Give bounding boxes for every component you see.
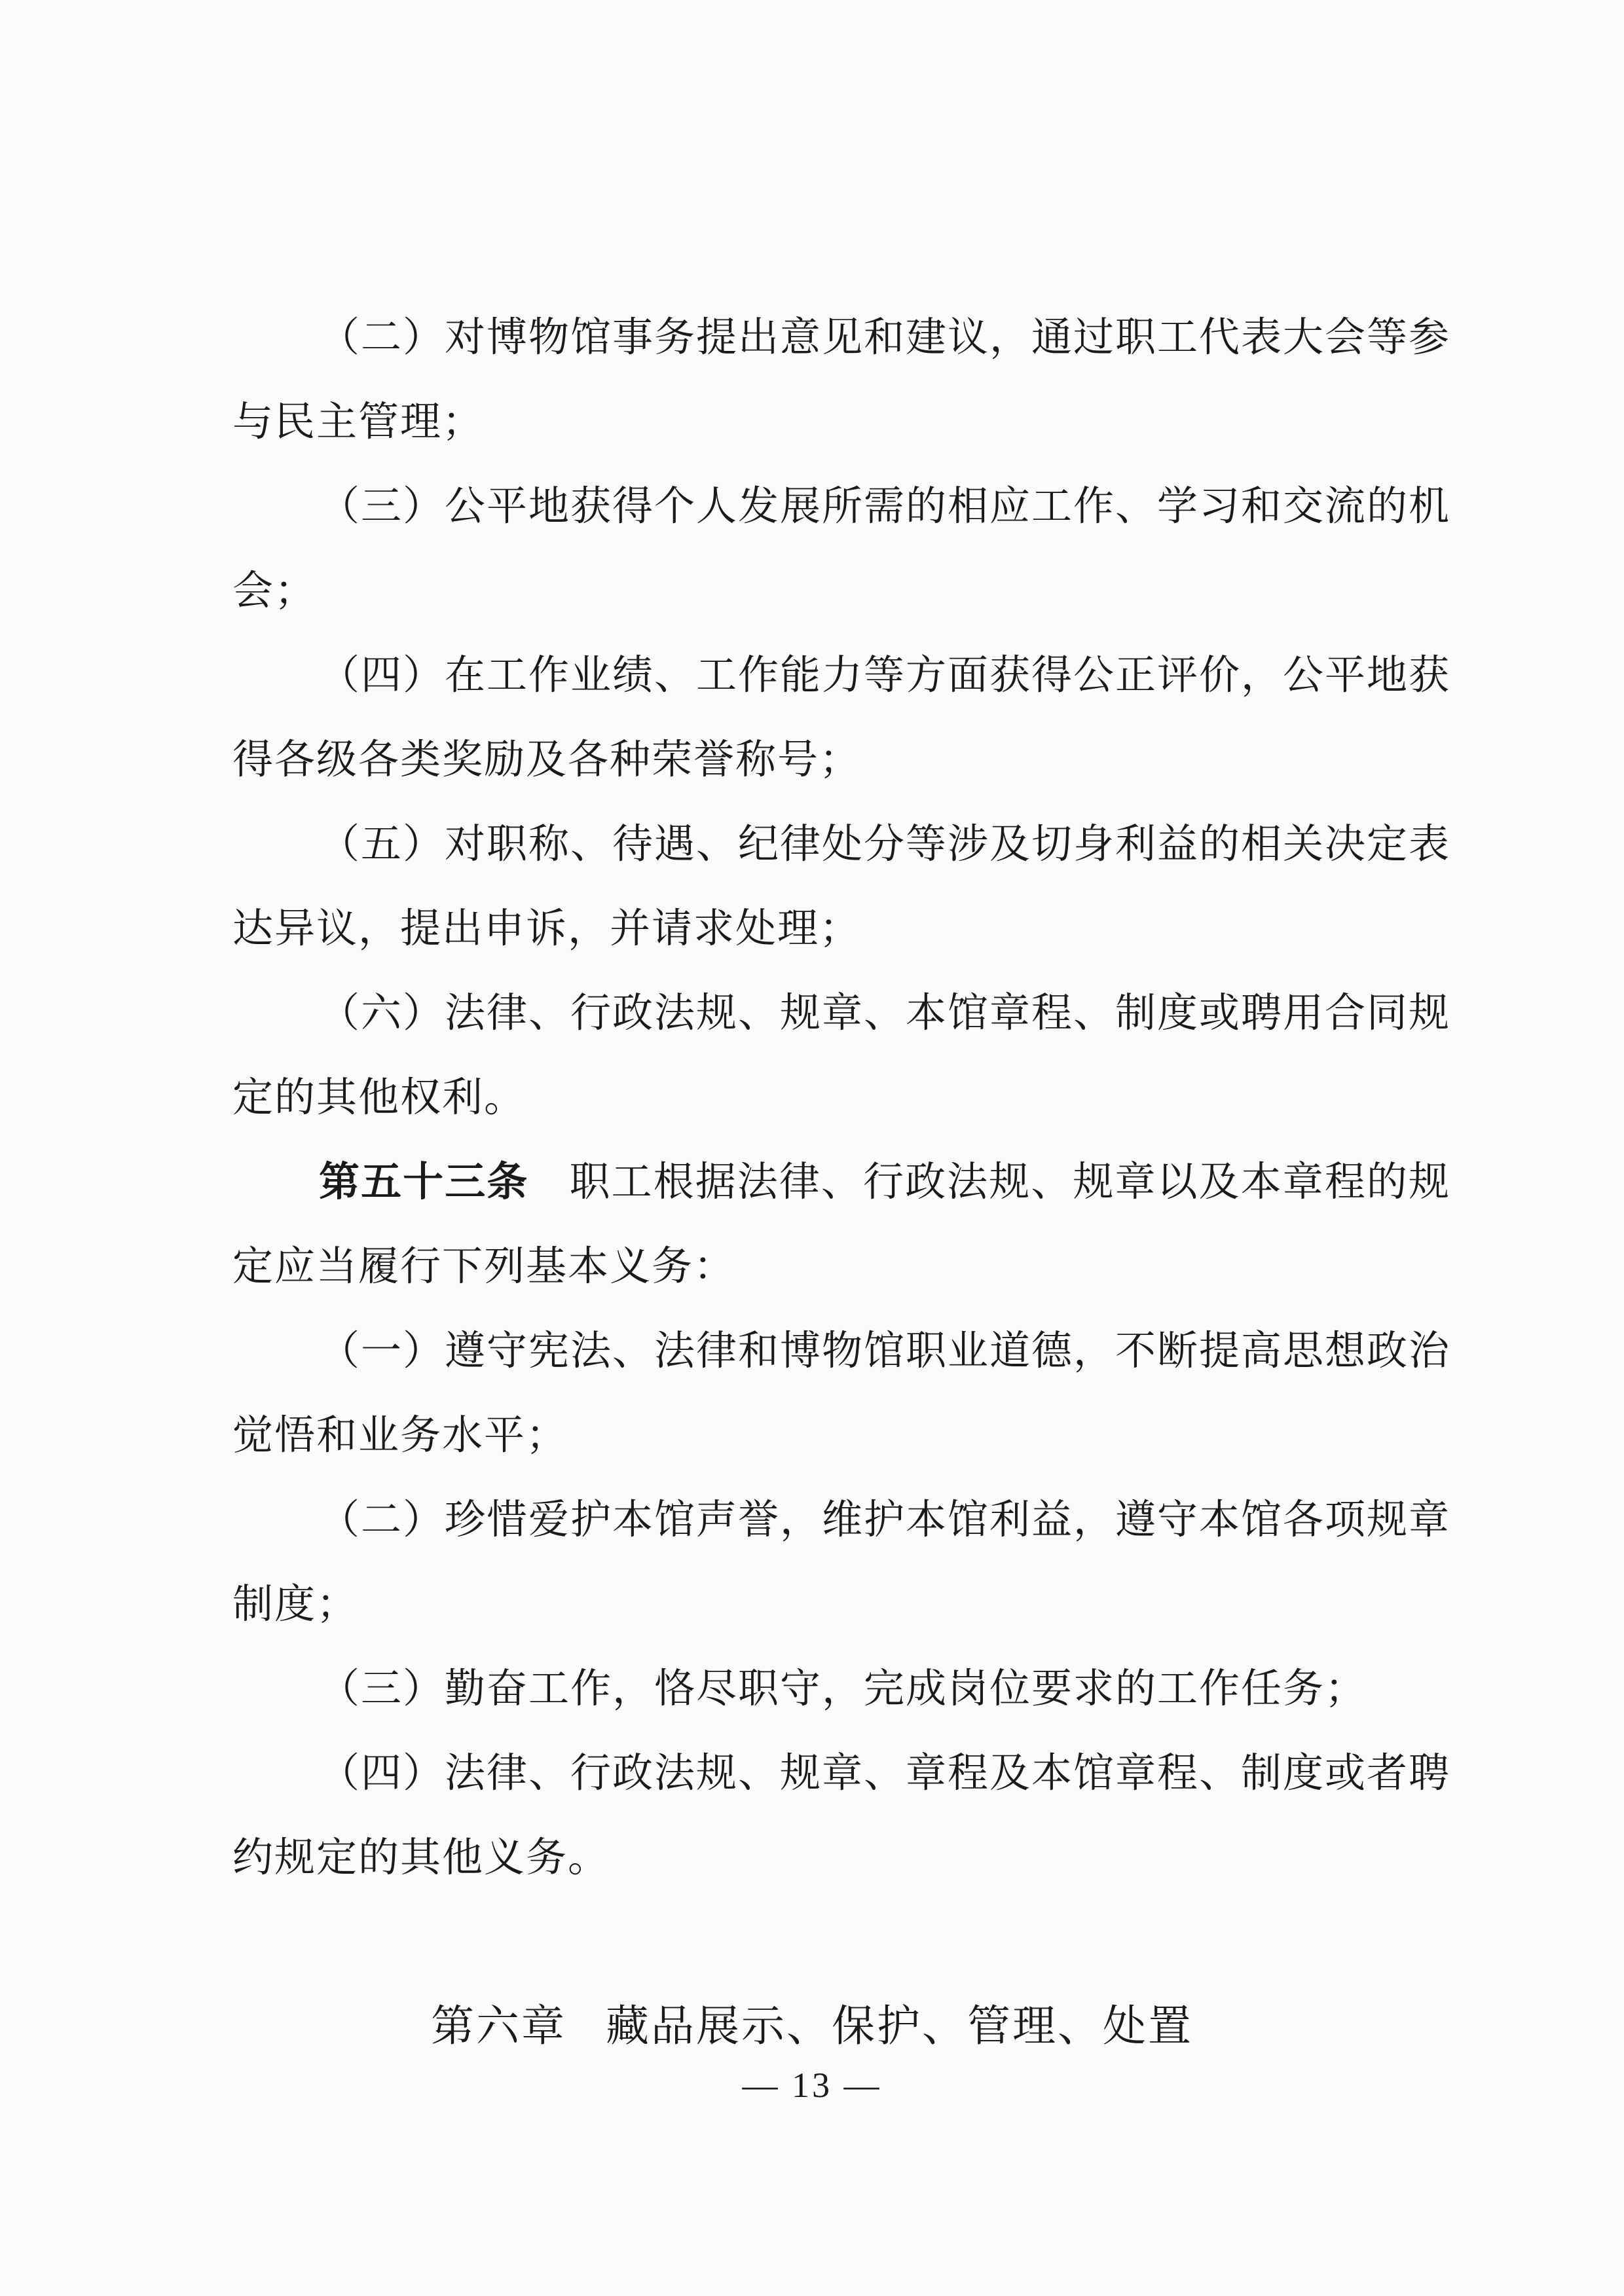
list-item: （二）对博物馆事务提出意见和建议，通过职工代表大会等参与民主管理；: [232, 313, 1451, 445]
article-text: 职工根据法律、行政法规、规章以及本章程的规定应当履行下列基本义务：: [232, 1157, 1450, 1290]
list-item: （三）勤奋工作，恪尽职守，完成岗位要求的工作任务；: [319, 1664, 1367, 1712]
list-item: （四）法律、行政法规、规章、章程及本馆章程、制度或者聘约规定的其他义务。: [232, 1749, 1451, 1881]
list-item: （二）珍惜爱护本馆声誉，维护本馆利益，遵守本馆各项规章制度；: [232, 1495, 1451, 1628]
chapter-name: 藏品展示、保护、管理、处置: [606, 2001, 1193, 2051]
list-item: （五）对职称、待遇、纪律处分等涉及切身利益的相关决定表达异议，提出申诉，并请求处理；: [232, 820, 1451, 952]
page-number: — 13 —: [742, 2066, 882, 2105]
list-item: （一）遵守宪法、法律和博物馆职业道德，不断提高思想政治觉悟和业务水平；: [232, 1326, 1451, 1459]
article-heading: 第五十三条: [319, 1157, 529, 1205]
list-item: （三）公平地获得个人发展所需的相应工作、学习和交流的机会；: [232, 482, 1451, 614]
chapter-number: 第六章: [431, 2001, 566, 2051]
list-item: （四）在工作业绩、工作能力等方面获得公正评价，公平地获得各级各类奖励及各种荣誉称号；: [232, 651, 1451, 783]
list-item: （六）法律、行政法规、规章、本馆章程、制度或聘用合同规定的其他权利。: [232, 989, 1451, 1121]
document-body: [232, 295, 1450, 1899]
chapter-title: [0, 1997, 1624, 2056]
article-paragraph: [232, 1139, 1450, 1308]
